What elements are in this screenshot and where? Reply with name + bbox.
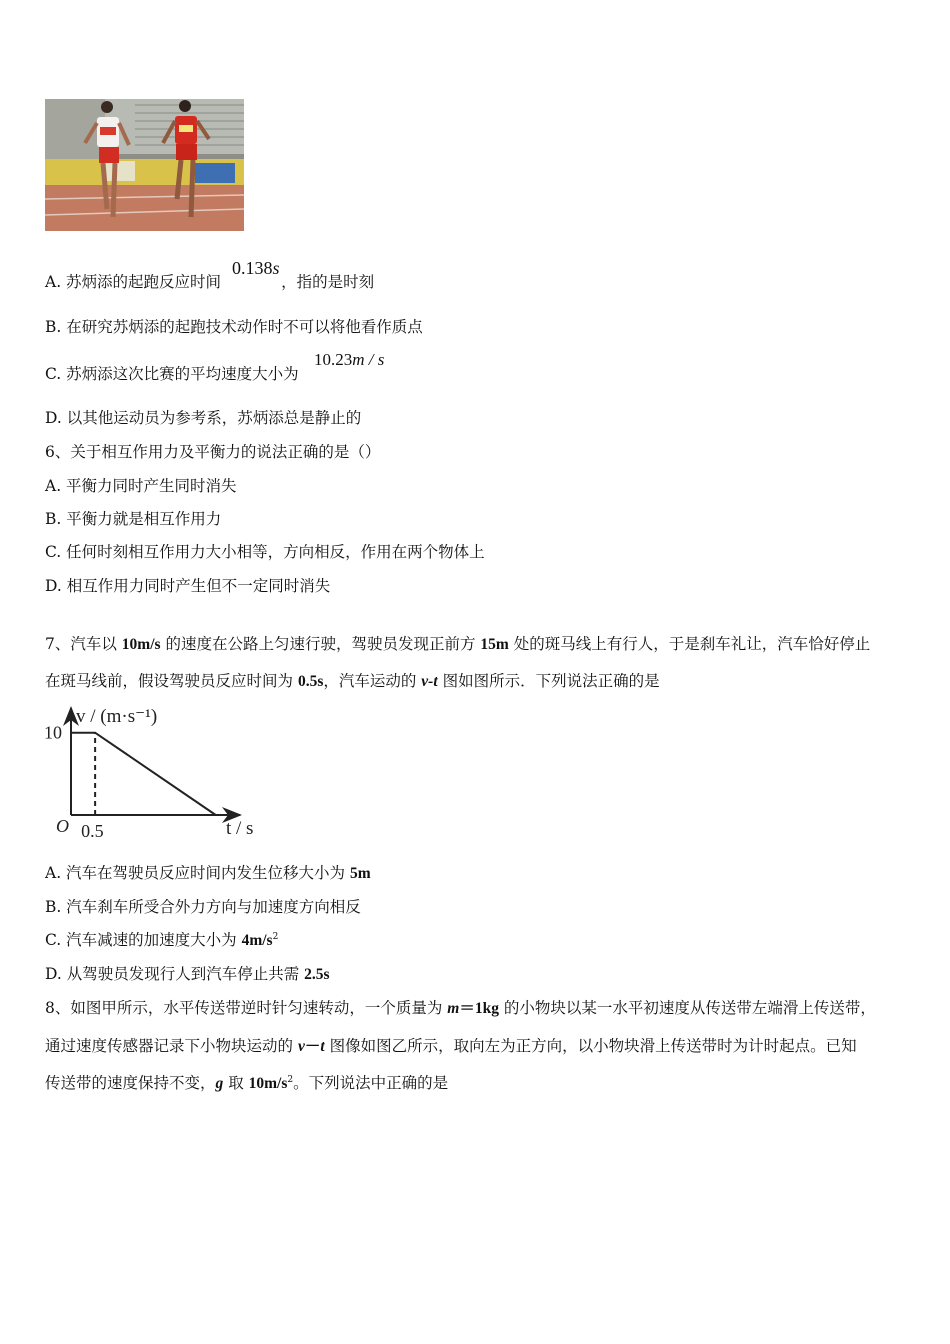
q8-dash: － bbox=[304, 1038, 321, 1055]
q8-l3c: 取 bbox=[223, 1074, 249, 1092]
q7-option-a-value: 5m bbox=[349, 865, 371, 882]
q6-option-d: D. 相互作用力同时产生但不一定同时消失 bbox=[45, 577, 331, 595]
sprinters-photo bbox=[45, 99, 244, 231]
q8-stem-line2 bbox=[45, 1036, 857, 1057]
q8-mass-value: ＝1kg bbox=[459, 1000, 499, 1017]
q5-option-d: D. 以其他运动员为参考系，苏炳添总是静止的 bbox=[45, 409, 362, 427]
x-tick-label: 0.5 bbox=[81, 821, 104, 841]
q7-stem-time: 0.5s bbox=[297, 673, 324, 690]
q5-option-c bbox=[45, 364, 299, 384]
q5-option-c-formula bbox=[314, 350, 384, 370]
origin-label: O bbox=[56, 816, 69, 836]
q6-option-a: A. 平衡力同时产生同时消失 bbox=[45, 477, 237, 495]
q7-stem-2c: ，汽车运动的 bbox=[323, 672, 422, 690]
q7-stem-distance: 15m bbox=[480, 636, 509, 653]
q8-mass-symbol: m bbox=[447, 1000, 460, 1017]
q8-g-value: 10m/s bbox=[248, 1075, 288, 1092]
q5-option-c-formula-number: 10.23 bbox=[314, 350, 353, 369]
q8-stem-line3 bbox=[45, 1073, 448, 1096]
q7-option-c-text: C. 汽车减速的加速度大小为 bbox=[45, 931, 242, 949]
vt-chart-svg bbox=[40, 700, 270, 845]
q8-l2a: 通过速度传感器记录下小物块运动的 bbox=[45, 1037, 298, 1055]
q5-option-c-formula-unit: m / s bbox=[352, 350, 385, 369]
q7-option-d-value: 2.5s bbox=[304, 966, 330, 983]
q7-option-d-text: D. 从驾驶员发现行人到汽车停止共需 bbox=[45, 965, 305, 983]
q8-g-exponent: 2 bbox=[287, 1075, 294, 1085]
q5-option-b: B. 在研究苏炳添的起跑技术动作时不可以将他看作质点 bbox=[45, 318, 423, 336]
q8-stem-line1 bbox=[45, 998, 876, 1019]
q7-stem-1c: 的速度在公路上匀速行驶，驾驶员发现正前方 bbox=[160, 635, 481, 653]
q8-v-symbol: v bbox=[297, 1038, 305, 1055]
x-axis-label: t / s bbox=[226, 818, 254, 839]
q6-option-b: B. 平衡力就是相互作用力 bbox=[45, 510, 222, 528]
q5-option-a-text-post: ，指的是时刻 bbox=[281, 273, 375, 291]
q5-option-a-formula-number: 0.138 bbox=[232, 258, 273, 278]
q7-stem-line2 bbox=[45, 671, 660, 692]
vt-chart bbox=[40, 700, 270, 845]
q7-option-d bbox=[45, 964, 330, 985]
q8-g-symbol: g bbox=[215, 1075, 224, 1092]
q8-l2e: 图像如图乙所示，取向左为正方向，以小物块滑上传送带时为计时起点。已知 bbox=[324, 1037, 857, 1055]
q6-stem: 6、关于相互作用力及平衡力的说法正确的是（） bbox=[45, 443, 381, 461]
q8-t-symbol: t bbox=[320, 1038, 325, 1055]
q8-l1a: 8、如图甲所示，水平传送带逆时针匀速转动，一个质量为 bbox=[45, 999, 448, 1017]
q8-l1d: 的小物块以某一水平初速度从传送带左端滑上传送带， bbox=[498, 999, 876, 1017]
q7-option-c-exponent: 2 bbox=[272, 932, 279, 942]
q7-stem-1e: 处的斑马线上有行人，于是刹车礼让，汽车恰好停止 bbox=[508, 635, 871, 653]
velocity-series-line bbox=[71, 733, 216, 815]
q5-option-a-formula-unit: s bbox=[272, 258, 280, 278]
y-axis-label: v / (m·s⁻¹) bbox=[76, 706, 158, 727]
q5-option-a-formula bbox=[232, 258, 280, 279]
q7-stem-1a: 7、汽车以 bbox=[45, 635, 122, 653]
q7-stem-speed: 10m/s bbox=[121, 636, 161, 653]
y-tick-label: 10 bbox=[44, 722, 62, 743]
q7-option-a bbox=[45, 863, 371, 884]
q7-stem-line1 bbox=[45, 634, 870, 655]
q7-stem-vt: v-t bbox=[421, 673, 438, 690]
q6-option-c: C. 任何时刻相互作用力大小相等，方向相反，作用在两个物体上 bbox=[45, 543, 485, 561]
q7-option-b: B. 汽车刹车所受合外力方向与加速度方向相反 bbox=[45, 898, 361, 916]
q7-option-a-text: A. 汽车在驾驶员反应时间内发生位移大小为 bbox=[45, 864, 350, 882]
q7-option-c-value: 4m/s bbox=[241, 932, 273, 949]
q5-option-c-text: C. 苏炳添这次比赛的平均速度大小为 bbox=[45, 365, 299, 383]
q5-option-a bbox=[45, 272, 374, 292]
q5-option-a-text: A. 苏炳添的起跑反应时间 bbox=[45, 273, 222, 291]
q7-stem-2a: 在斑马线前，假设驾驶员反应时间为 bbox=[45, 672, 298, 690]
q7-stem-2e: 图如图所示．下列说法正确的是 bbox=[437, 672, 660, 690]
q8-l3f: 。下列说法中正确的是 bbox=[293, 1074, 449, 1092]
q8-l3a: 传送带的速度保持不变， bbox=[45, 1074, 216, 1092]
q7-option-c bbox=[45, 930, 278, 953]
